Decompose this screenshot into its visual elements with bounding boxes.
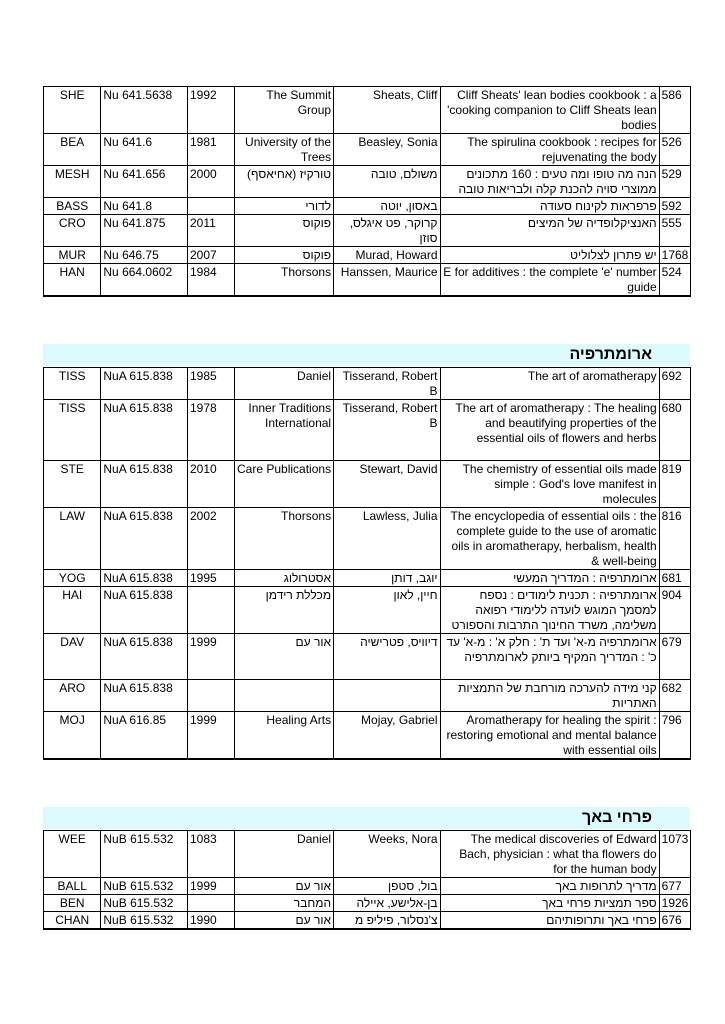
section-header-bach-flowers [43, 807, 690, 829]
year-cell: 2011 [188, 215, 235, 247]
record-number-cell: 586 [659, 87, 690, 134]
book-title-cell: ארומתרפיה מ-א' ועד ת' : חלק א' : מ-א' עד כ' : המדריך המקיף ביותק לארומתרפיה [440, 634, 659, 680]
call-number-cell: Nu 664.0602 [101, 264, 188, 297]
shelf-code-cell: YOG [44, 570, 101, 587]
publisher-cell: פוקוס [234, 215, 333, 247]
record-number-cell: 904 [659, 587, 690, 634]
author-cell: Murad, Howard [334, 247, 440, 264]
year-cell: 1999 [188, 712, 235, 760]
publisher-cell: Thorsons [234, 508, 333, 570]
section-header-aromatherapy [43, 344, 690, 366]
catalog-table-bach-flowers [43, 830, 691, 930]
record-number-cell: 526 [659, 134, 690, 166]
call-number-cell: NuA 616.85 [101, 712, 188, 760]
record-number-cell: 1926 [659, 895, 690, 912]
table-row [44, 166, 691, 198]
publisher-cell: אסטרולוג [234, 570, 333, 587]
book-title-cell: The encyclopedia of essential oils : the complete guide to the use of aromatic oils in aromatherapy, herbalism, health & well-being [440, 508, 659, 570]
publisher-cell: פוקוס [234, 247, 333, 264]
author-cell: Beasley, Sonia [334, 134, 440, 166]
publisher-cell [234, 680, 333, 712]
shelf-code-cell: MESH [44, 166, 101, 198]
book-title-cell: ארומתרפיה : תכנית לימודים : נספח למסמך המוגש לועדה ללימודי רפואה משלימה, משרד החינוך התרבות והספורט [440, 587, 659, 634]
shelf-code-cell: ARO [44, 680, 101, 712]
table-row [44, 368, 691, 400]
publisher-cell: המחבר [234, 895, 333, 912]
call-number-cell: NuA 615.838 [101, 368, 188, 400]
call-number-cell: NuB 615.532 [101, 878, 188, 895]
call-number-cell: NuA 615.838 [101, 634, 188, 680]
book-title-cell: קני מידה להערכה מורחבת של התמציות האתריות [440, 680, 659, 712]
author-cell: Mojay, Gabriel [334, 712, 440, 760]
shelf-code-cell: HAN [44, 264, 101, 297]
author-cell: באסון, יוטה [334, 198, 440, 215]
year-cell [188, 587, 235, 634]
year-cell: 1984 [188, 264, 235, 297]
book-title-cell: The medical discoveries of Edward Bach, physician : what tha flowers do for the human body [440, 831, 659, 878]
call-number-cell: NuA 615.838 [101, 587, 188, 634]
year-cell: 2002 [188, 508, 235, 570]
year-cell: 2000 [188, 166, 235, 198]
book-title-cell: Cliff Sheats' lean bodies cookbook : a 'cooking companion to Cliff Sheats lean bodies [440, 87, 659, 134]
shelf-code-cell: TISS [44, 368, 101, 400]
record-number-cell: 796 [659, 712, 690, 760]
table-row [44, 587, 691, 634]
table-row [44, 87, 691, 134]
record-number-cell: 682 [659, 680, 690, 712]
publisher-cell: אור עם [234, 912, 333, 930]
author-cell [334, 680, 440, 712]
table-row [44, 912, 691, 930]
author-cell: Hanssen, Maurice [334, 264, 440, 297]
table-row [44, 134, 691, 166]
book-title-cell: פרפראות לקינוח סעודה [440, 198, 659, 215]
shelf-code-cell: BASS [44, 198, 101, 215]
record-number-cell: 692 [659, 368, 690, 400]
section-title: ארומתרפיה [569, 346, 652, 363]
record-number-cell: 524 [659, 264, 690, 297]
shelf-code-cell: DAV [44, 634, 101, 680]
year-cell: 1083 [188, 831, 235, 878]
table-row [44, 878, 691, 895]
shelf-code-cell: BEA [44, 134, 101, 166]
author-cell: יוגב, דותן [334, 570, 440, 587]
call-number-cell: NuA 615.838 [101, 680, 188, 712]
book-title-cell: E for additives : the complete 'e' number guide [440, 264, 659, 297]
book-title-cell: ספר תמציות פרחי באך [440, 895, 659, 912]
publisher-cell: University of the Trees [234, 134, 333, 166]
table-row [44, 461, 691, 508]
author-cell: Sheats, Cliff [334, 87, 440, 134]
table-row [44, 264, 691, 297]
book-title-cell: ארומתרפיה : המדריך המעשי [440, 570, 659, 587]
author-cell: משולם, טובה [334, 166, 440, 198]
publisher-cell: טורקיז (אחיאסף) [234, 166, 333, 198]
shelf-code-cell: BALL [44, 878, 101, 895]
call-number-cell: NuA 615.838 [101, 400, 188, 461]
author-cell: Weeks, Nora [334, 831, 440, 878]
shelf-code-cell: SHE [44, 87, 101, 134]
book-title-cell: מדריך לתרופות באך [440, 878, 659, 895]
book-title-cell: The spirulina cookbook : recipes for rejuvenating the body [440, 134, 659, 166]
table-row [44, 508, 691, 570]
shelf-code-cell: BEN [44, 895, 101, 912]
author-cell: בול, סטפן [334, 878, 440, 895]
publisher-cell: Care Publications [234, 461, 333, 508]
record-number-cell: 555 [659, 215, 690, 247]
call-number-cell: NuA 615.838 [101, 461, 188, 508]
book-title-cell: The art of aromatherapy [440, 368, 659, 400]
year-cell: 1999 [188, 634, 235, 680]
year-cell: 2007 [188, 247, 235, 264]
year-cell: 1978 [188, 400, 235, 461]
shelf-code-cell: HAI [44, 587, 101, 634]
table-row [44, 215, 691, 247]
table-row [44, 634, 691, 680]
table-row [44, 247, 691, 264]
catalog-table-general [43, 86, 691, 297]
table-row [44, 831, 691, 878]
record-number-cell: 1073 [659, 831, 690, 878]
author-cell: Stewart, David [334, 461, 440, 508]
author-cell: Tisserand, Robert B [334, 400, 440, 461]
catalog-table-aromatherapy [43, 367, 691, 760]
shelf-code-cell: MUR [44, 247, 101, 264]
record-number-cell: 529 [659, 166, 690, 198]
call-number-cell: NuB 615.532 [101, 912, 188, 930]
year-cell [188, 680, 235, 712]
record-number-cell: 679 [659, 634, 690, 680]
publisher-cell: אור עם [234, 878, 333, 895]
year-cell: 1981 [188, 134, 235, 166]
record-number-cell: 1768 [659, 247, 690, 264]
publisher-cell: Healing Arts [234, 712, 333, 760]
book-title-cell: Aromatherapy for healing the spirit : restoring emotional and mental balance with essential oils [440, 712, 659, 760]
shelf-code-cell: LAW [44, 508, 101, 570]
call-number-cell: Nu 641.8 [101, 198, 188, 215]
call-number-cell: Nu 641.6 [101, 134, 188, 166]
publisher-cell: Daniel [234, 368, 333, 400]
call-number-cell: Nu 646.75 [101, 247, 188, 264]
shelf-code-cell: STE [44, 461, 101, 508]
book-title-cell: האנציקלופדיה של המיצים [440, 215, 659, 247]
section-title: פרחי באך [581, 809, 652, 826]
table-row [44, 400, 691, 461]
year-cell: 1995 [188, 570, 235, 587]
year-cell: 1985 [188, 368, 235, 400]
shelf-code-cell: WEE [44, 831, 101, 878]
record-number-cell: 592 [659, 198, 690, 215]
record-number-cell: 680 [659, 400, 690, 461]
year-cell: 1999 [188, 878, 235, 895]
call-number-cell: NuA 615.838 [101, 508, 188, 570]
author-cell: Lawless, Julia [334, 508, 440, 570]
shelf-code-cell: CRO [44, 215, 101, 247]
book-title-cell: The art of aromatherapy : The healing and beautifying properties of the essential oils of flowers and herbs [440, 400, 659, 461]
author-cell: בן-אלישע, איילה [334, 895, 440, 912]
year-cell [188, 895, 235, 912]
call-number-cell: NuB 615.532 [101, 895, 188, 912]
publisher-cell: לדורי [234, 198, 333, 215]
call-number-cell: NuA 615.838 [101, 570, 188, 587]
shelf-code-cell: MOJ [44, 712, 101, 760]
shelf-code-cell: CHAN [44, 912, 101, 930]
call-number-cell: Nu 641.5638 [101, 87, 188, 134]
author-cell: קרוקר, פט איגלס, סוזן [334, 215, 440, 247]
table-row [44, 198, 691, 215]
table-row [44, 712, 691, 760]
publisher-cell: Thorsons [234, 264, 333, 297]
record-number-cell: 677 [659, 878, 690, 895]
call-number-cell: NuB 615.532 [101, 831, 188, 878]
call-number-cell: Nu 641.656 [101, 166, 188, 198]
year-cell: 2010 [188, 461, 235, 508]
author-cell: חיין, לאון [334, 587, 440, 634]
publisher-cell: אור עם [234, 634, 333, 680]
shelf-code-cell: TISS [44, 400, 101, 461]
table-row [44, 680, 691, 712]
book-title-cell: הנה מה טופו ומה טעים : 160 מתכונים ממוצרי סויה להכנת קלה ולבריאות טובה [440, 166, 659, 198]
book-title-cell: פרחי באך ותרופותיהם [440, 912, 659, 930]
publisher-cell: Inner Traditions International [234, 400, 333, 461]
table-row [44, 895, 691, 912]
table-row [44, 570, 691, 587]
year-cell: 1990 [188, 912, 235, 930]
record-number-cell: 681 [659, 570, 690, 587]
year-cell [188, 198, 235, 215]
book-title-cell: יש פתרון לצלוליט [440, 247, 659, 264]
year-cell: 1992 [188, 87, 235, 134]
book-title-cell: The chemistry of essential oils made simple : God's love manifest in molecules [440, 461, 659, 508]
record-number-cell: 819 [659, 461, 690, 508]
record-number-cell: 676 [659, 912, 690, 930]
author-cell: דיוויס, פטרישיה [334, 634, 440, 680]
author-cell: Tisserand, Robert B [334, 368, 440, 400]
record-number-cell: 816 [659, 508, 690, 570]
author-cell: צ'נסלור, פיליפ מ [334, 912, 440, 930]
publisher-cell: The Summit Group [234, 87, 333, 134]
publisher-cell: מכללת רידמן [234, 587, 333, 634]
call-number-cell: Nu 641.875 [101, 215, 188, 247]
publisher-cell: Daniel [234, 831, 333, 878]
